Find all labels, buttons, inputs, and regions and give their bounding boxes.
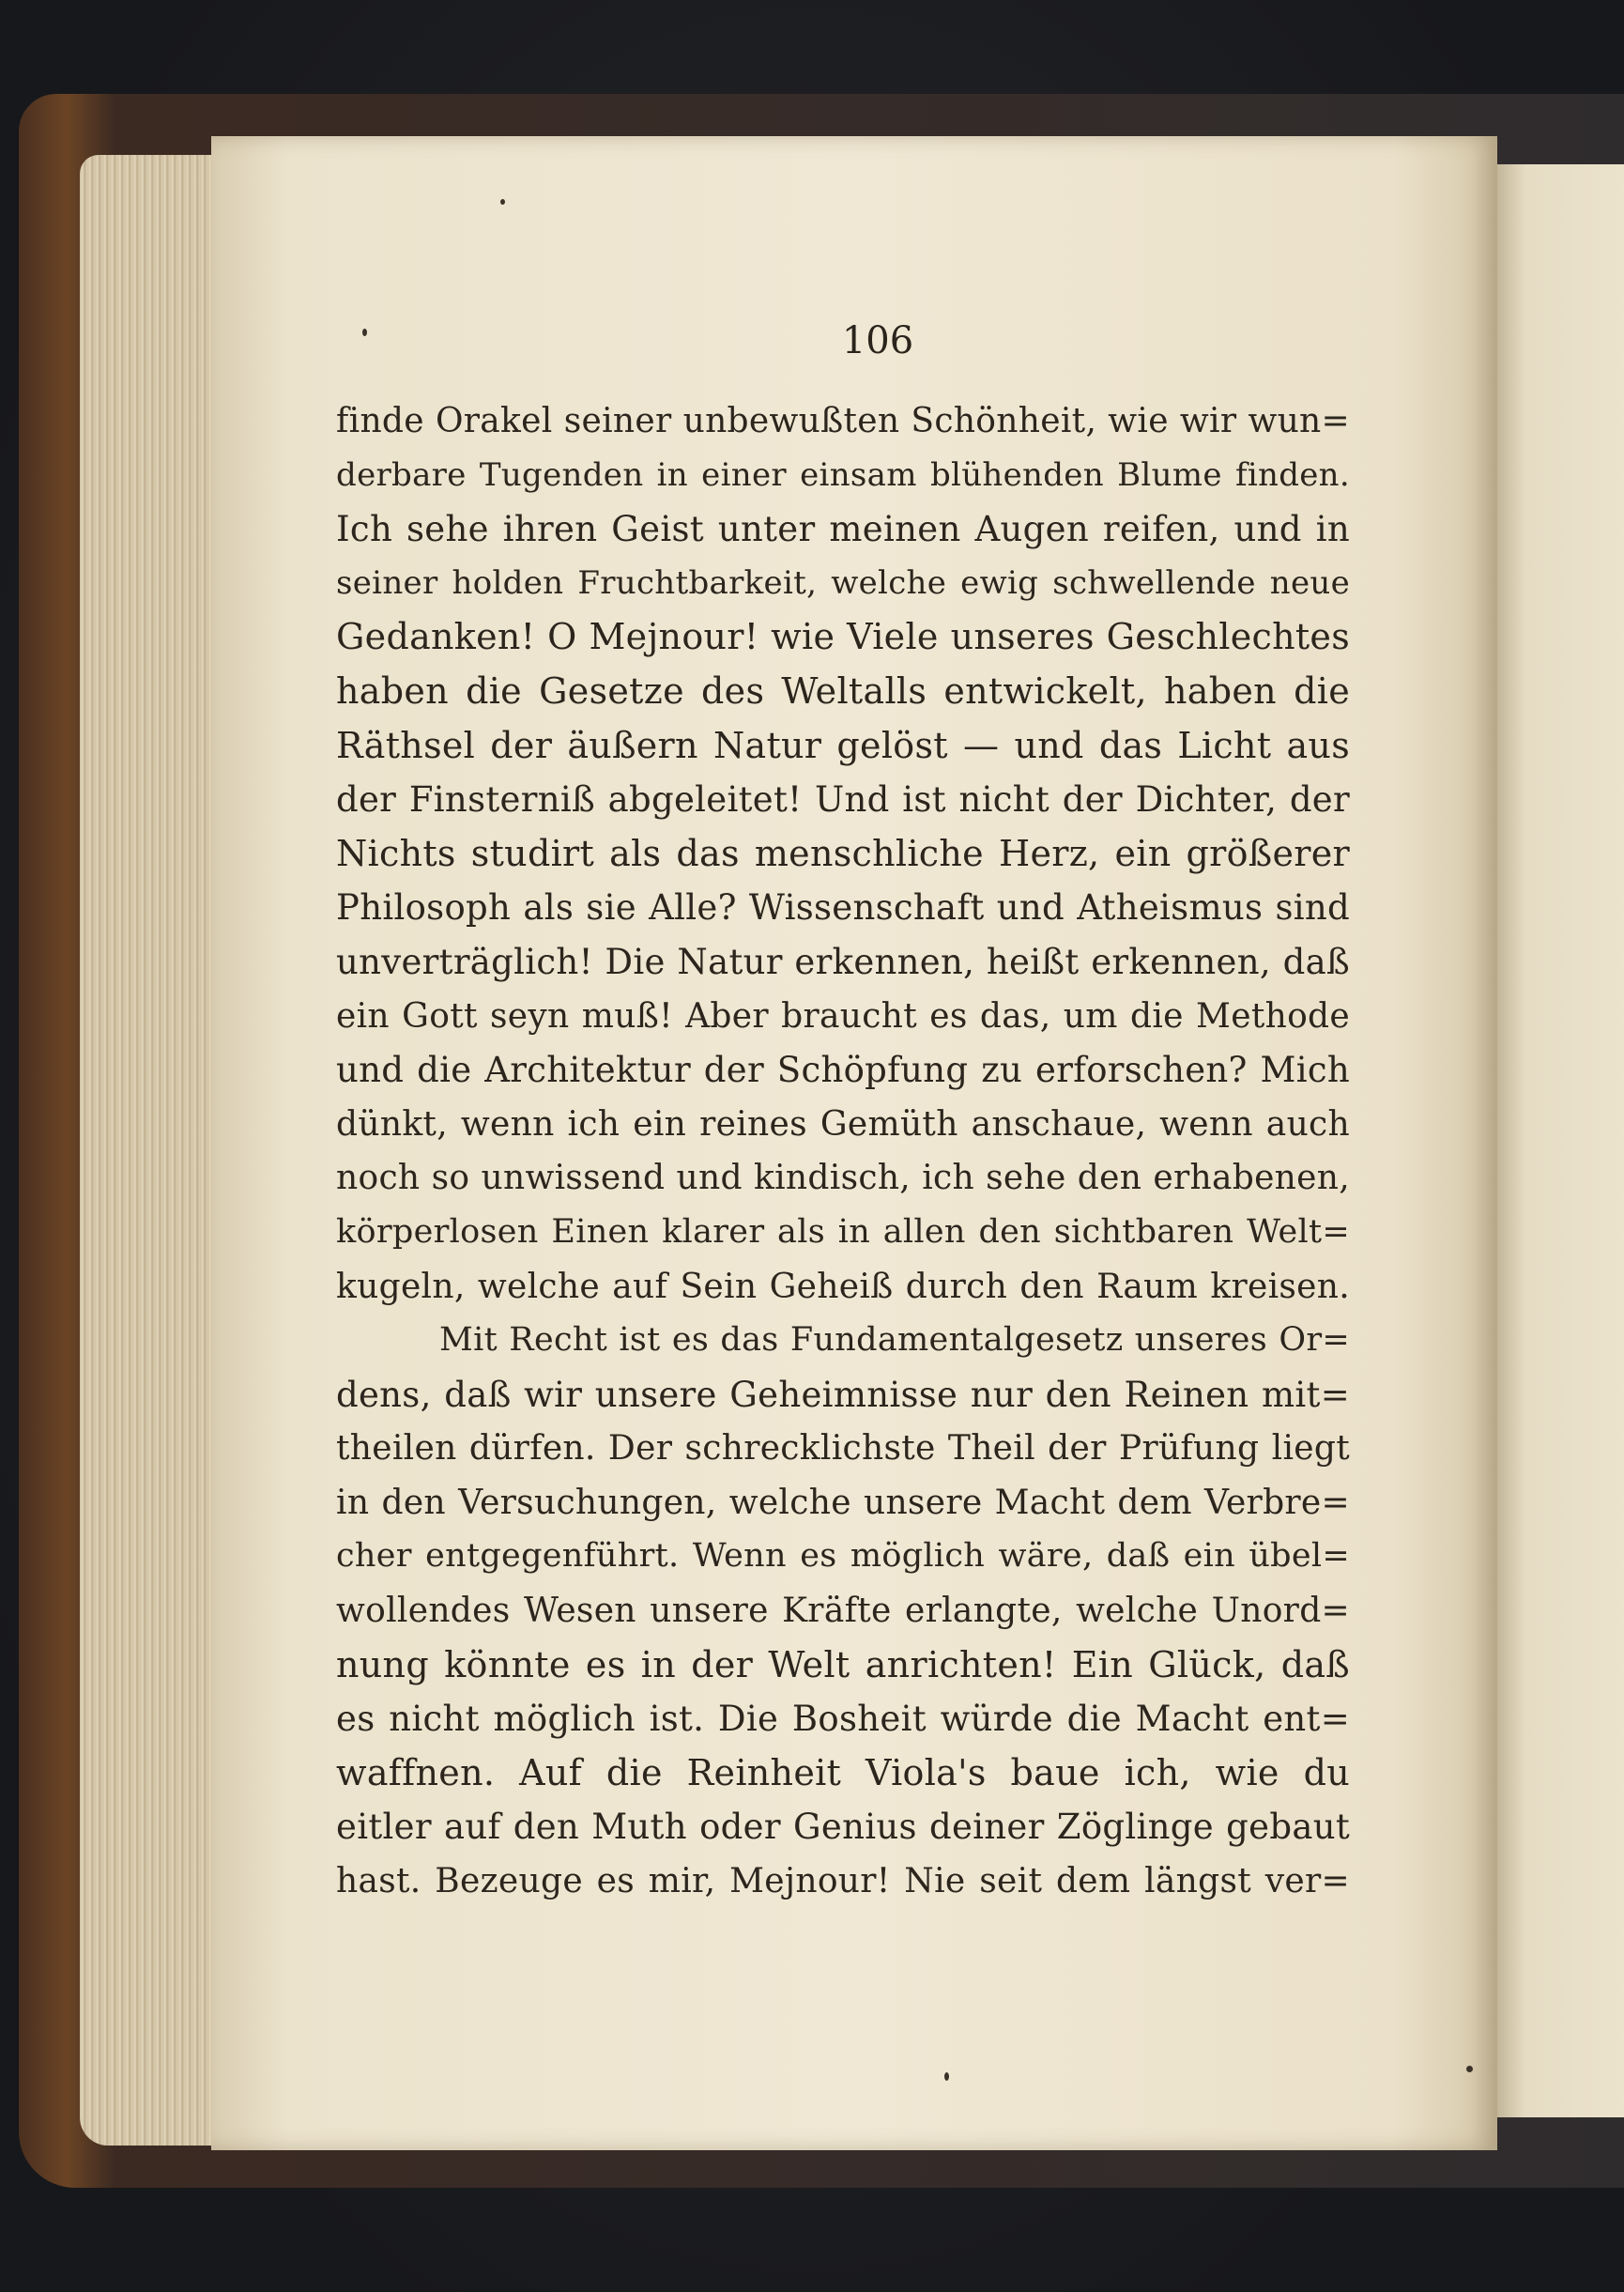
paper-speck — [944, 2072, 949, 2081]
facing-page — [1493, 164, 1624, 2117]
text-line: Ich sehe ihren Geist unter meinen Augen reifen, und in — [336, 509, 1350, 550]
text-line: noch so unwissend und kindisch, ich sehe den erhabenen, — [336, 1159, 1350, 1198]
text-line: Mit Recht ist es das Fundamentalgesetz unseres Or= — [439, 1321, 1350, 1360]
text-line: unverträglich! Die Natur erkennen, heißt erkennen, daß — [336, 941, 1350, 982]
text-line: Nichts studirt als das menschliche Herz, ein größerer — [336, 832, 1350, 874]
paper-speck — [1466, 2066, 1473, 2072]
text-line: cher entgegenführt. Wenn es möglich wäre, daß ein übel= — [336, 1537, 1350, 1576]
text-line: derbare Tugenden in einer einsam blühenden Blume finden. — [336, 455, 1350, 494]
text-line: kugeln, welche auf Sein Geheiß durch den Raum kreisen. — [336, 1267, 1350, 1306]
text-line: der Finsterniß abgeleitet! Und ist nicht der Dichter, der — [336, 779, 1350, 821]
text-line: wollendes Wesen unsere Kräfte erlangte, welche Unord= — [336, 1592, 1350, 1631]
text-line: nung könnte es in der Welt anrichten! Ein Glück, daß — [336, 1643, 1350, 1685]
page-number: 106 — [841, 319, 914, 362]
text-line: Gedanken! O Mejnour! wie Viele unseres Geschlechtes — [336, 616, 1350, 658]
text-line: waffnen. Auf die Reinheit Viola's baue ich, wie du — [336, 1751, 1350, 1793]
text-line: seiner holden Fruchtbarkeit, welche ewig schwellende neue — [336, 563, 1350, 602]
paper-speck — [500, 199, 505, 205]
text-line: Philosoph als sie Alle? Wissenschaft und Atheismus sind — [336, 887, 1350, 929]
text-line: körperlosen Einen klarer als in allen den sichtbaren Welt= — [336, 1212, 1350, 1251]
text-line: haben die Gesetze des Weltalls entwickelt, haben die — [336, 669, 1350, 712]
text-line: theilen dürfen. Der schrecklichste Theil der Prüfung liegt — [336, 1429, 1350, 1469]
text-line: Räthsel der äußern Natur gelöst — und das Licht aus — [336, 724, 1350, 766]
text-line: hast. Bezeuge es mir, Mejnour! Nie seit dem längst ver= — [336, 1862, 1350, 1901]
text-line: finde Orakel seiner unbewußten Schönheit, wie wir wun= — [336, 402, 1350, 440]
text-line: in den Versuchungen, welche unsere Macht dem Verbre= — [336, 1483, 1350, 1522]
paper-speck — [362, 329, 367, 336]
text-line: dens, daß wir unsere Geheimnisse nur den Reinen mit= — [336, 1374, 1350, 1415]
text-line: ein Gott seyn muß! Aber braucht es das, um die Methode — [336, 996, 1350, 1036]
page-edges — [80, 155, 230, 2146]
text-line: dünkt, wenn ich ein reines Gemüth anschaue, wenn auch — [336, 1104, 1350, 1144]
text-line: und die Architektur der Schöpfung zu erforschen? Mich — [336, 1050, 1350, 1091]
text-line: es nicht möglich ist. Die Bosheit würde die Macht ent= — [336, 1699, 1350, 1740]
text-line: eitler auf den Muth oder Genius deiner Zöglinge gebaut — [336, 1807, 1350, 1848]
page-text — [336, 394, 1350, 1909]
